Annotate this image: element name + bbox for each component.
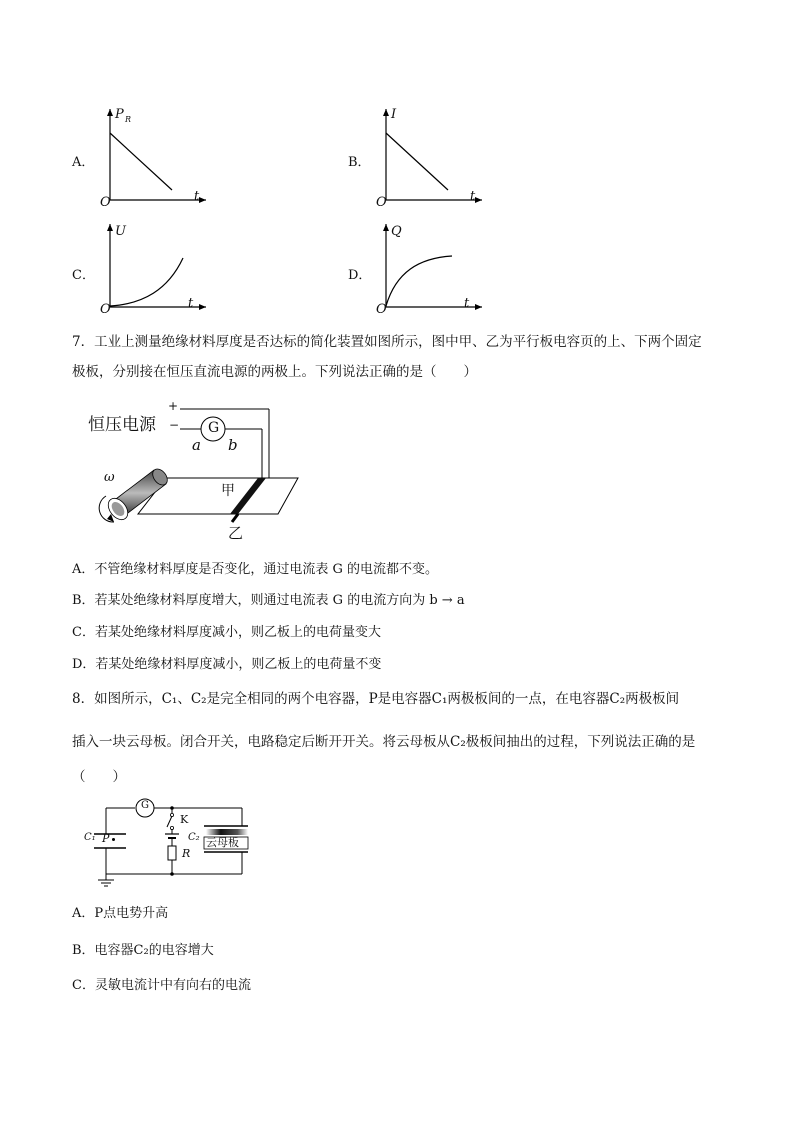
graph-a-origin: O [100, 195, 111, 210]
graph-a-xlabel: t [194, 189, 200, 204]
q7-option-b[interactable]: B．若某处绝缘材料厚度增大，则通过电流表 G 的电流方向为 b → a [72, 593, 465, 608]
galvanometer-label: G [141, 800, 149, 811]
q7-option-d[interactable]: D．若某处绝缘材料厚度减小，则乙板上的电荷量不变 [72, 657, 382, 672]
graph-option-d[interactable] [348, 220, 488, 320]
q8-stem-line1: 8．如图所示，C₁、C₂是完全相同的两个电容器，P是电容器C₁两极板间的一点，在电容器C₂两极板间 [72, 691, 680, 707]
omega-label: ω [104, 470, 115, 485]
graph-a-ysub: R [125, 115, 132, 124]
q7-stem-line1: 7．工业上测量绝缘材料厚度是否达标的简化装置如图所示，图中甲、乙为平行板电容页的上、下两个固定 [72, 334, 702, 350]
graph-d-xlabel: t [464, 296, 470, 311]
graph-c-ylabel: U [115, 224, 126, 239]
graph-d-ylabel: Q [391, 224, 402, 239]
option-letter-c: C． [72, 268, 95, 283]
point-p-label: P [102, 832, 110, 845]
c2-label: C₂ [188, 832, 200, 843]
c1-label: C₁ [84, 832, 96, 843]
graph-b-curve [386, 133, 448, 190]
q7-option-a[interactable]: A．不管绝缘材料厚度是否变化，通过电流表 G 的电流都不变。 [72, 562, 439, 577]
graph-b-xlabel: t [470, 189, 476, 204]
q7-figure [88, 398, 308, 543]
graph-c-xlabel: t [188, 296, 194, 311]
minus-terminal: − [169, 418, 180, 432]
graph-b-ylabel: I [391, 107, 397, 122]
plus-terminal: + [168, 399, 179, 413]
power-supply-label: 恒压电源 [88, 415, 156, 435]
option-letter-b: B． [348, 155, 371, 170]
terminal-b-label: b [228, 436, 238, 454]
q8-option-c[interactable]: C．灵敏电流计中有向右的电流 [72, 978, 251, 993]
q8-option-b[interactable]: B．电容器C₂的电容增大 [72, 943, 214, 958]
q8-stem-line3: （ ） [72, 769, 126, 785]
graph-d-curve [386, 256, 452, 306]
option-letter-a: A． [72, 155, 95, 170]
q7-stem-line2: 极板，分别接在恒压直流电源的两极上。下列说法正确的是（ ） [72, 364, 477, 380]
graph-c-curve [110, 258, 183, 306]
graph-option-c[interactable] [72, 220, 212, 320]
resistor-r-label: R [182, 847, 191, 860]
switch-k-label: K [180, 813, 189, 826]
graph-c-origin: O [100, 302, 111, 317]
q8-figure [84, 796, 254, 892]
plate-yi-label: 乙 [228, 524, 244, 542]
graph-b-origin: O [376, 195, 387, 210]
point-p-dot [112, 838, 115, 841]
graph-a-curve [110, 133, 172, 190]
graph-a-ylabel: P [115, 107, 124, 122]
q8-option-a[interactable]: A．P点电势升高 [72, 906, 169, 921]
graph-d-origin: O [376, 302, 387, 317]
terminal-a-label: a [192, 436, 201, 454]
plate-jia-label: 甲 [221, 483, 235, 499]
graph-option-a[interactable] [72, 105, 212, 215]
mica-plate-label: 云母板 [206, 836, 239, 849]
q7-option-c[interactable]: C．若某处绝缘材料厚度减小，则乙板上的电荷量变大 [72, 625, 381, 640]
galvanometer-g-label: G [208, 420, 220, 436]
graph-option-b[interactable] [348, 105, 488, 215]
q8-stem-line2: 插入一块云母板。闭合开关，电路稳定后断开开关。将云母板从C₂极板间抽出的过程，下列说法正确的是 [72, 734, 696, 750]
option-letter-d: D． [348, 268, 372, 283]
